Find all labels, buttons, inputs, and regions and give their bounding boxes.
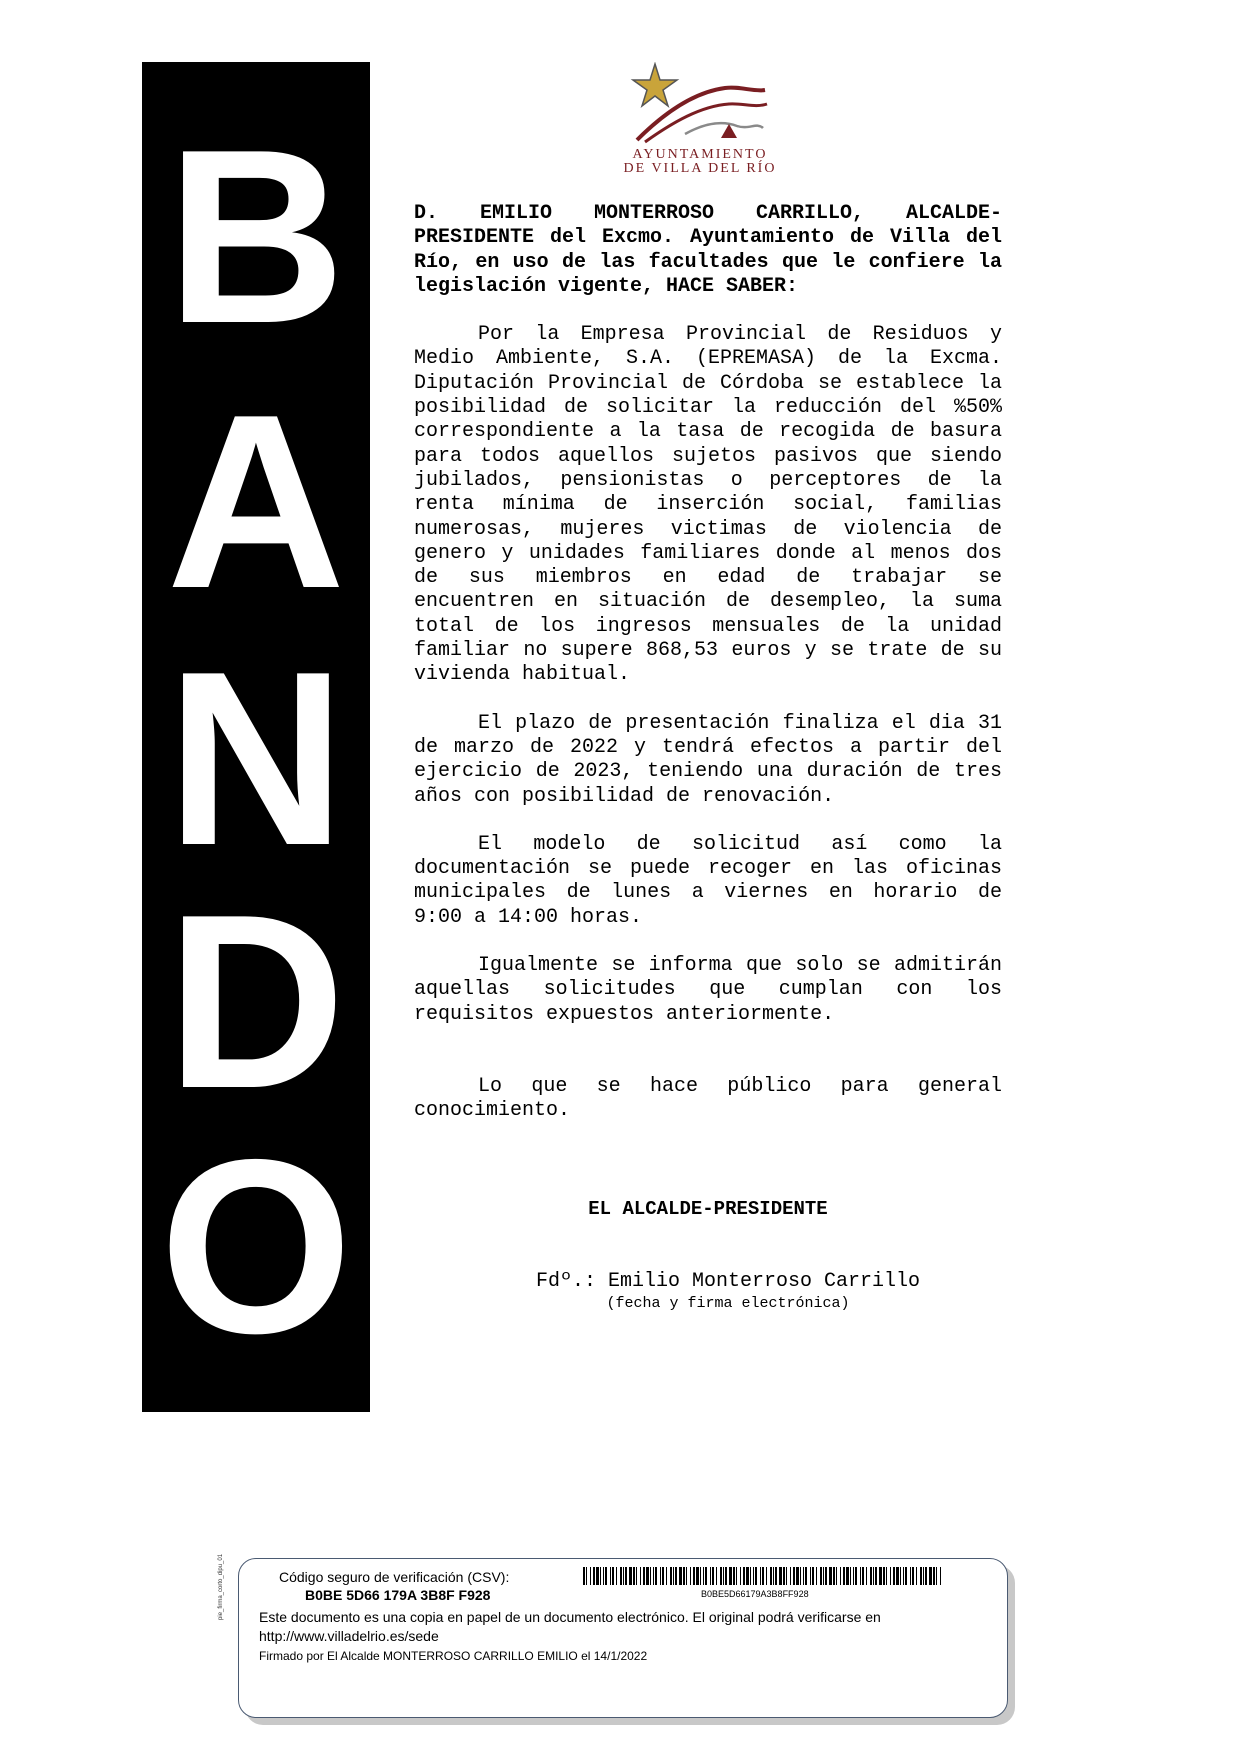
csv-label: Código seguro de verificación (CSV):	[279, 1569, 510, 1585]
band-letter-d: D	[166, 862, 346, 1140]
paragraph-epremasa: Por la Empresa Provincial de Residuos y Medio Ambiente, S.A. (EPREMASA) de la Excma. Diputación Provincial de Córdoba se establece la posibilidad de solicitar la reducción del %50% correspondiente a la tasa de recogida de basura para todos aquellos sujetos pasivos que siendo jubilados, pensionistas o perceptores de la renta mínima de inserción social, familias numerosas, mujeres victimas de violencia de genero y unidades familiares donde al menos dos de sus miembros en edad de trabajar se encuentren en situación de desempleo, la suma total de los ingresos mensuales de la unidad familiar no supere 868,53 euros y se trate de su vivienda habitual.	[414, 323, 1002, 687]
paragraph-plazo: El plazo de presentación finaliza el dia 31 de marzo de 2022 y tendrá efectos a partir del ejercicio de 2023, teniendo una duración de tres años con posibilidad de renovación.	[414, 711, 1002, 808]
csv-verification-box	[238, 1558, 1008, 1718]
band-letter-o: O	[159, 1107, 353, 1385]
logo-emblem-icon	[625, 62, 775, 146]
bando-heading: D. EMILIO MONTERROSO CARRILLO, ALCALDE-PRESIDENTE del Excmo. Ayuntamiento de Villa del Río, en uso de las facultades que le confiere la legislación vigente, HACE SABER:	[414, 202, 1002, 298]
csv-verification-url[interactable]: http://www.villadelrio.es/sede	[259, 1628, 439, 1644]
signature-note: (fecha y firma electrónica)	[606, 1295, 850, 1312]
band-letter-b: B	[166, 97, 346, 375]
band-letter-a: A	[166, 362, 346, 640]
side-document-id: pie_firma_corto_dipu_01	[218, 1553, 224, 1620]
signature-title: EL ALCALDE-PRESIDENTE	[588, 1198, 828, 1220]
paragraph-modelo: El modelo de solicitud así como la documentación se puede recoger en las oficinas municipales de lunes a viernes en horario de 9:00 a 14:00 horas.	[414, 832, 1002, 929]
bando-content	[414, 202, 1002, 1124]
bando-band	[142, 62, 370, 1412]
csv-copy-notice: Este documento es una copia en papel de un documento electrónico. El original podrá verificarse en	[259, 1609, 881, 1625]
band-letter-n: N	[166, 619, 346, 897]
barcode-icon	[583, 1567, 943, 1585]
ayuntamiento-logo	[600, 62, 800, 190]
paragraph-publico: Lo que se hace público para general conocimiento.	[414, 1074, 1002, 1123]
logo-text-line1: AYUNTAMIENTO	[632, 147, 768, 162]
csv-code: B0BE 5D66 179A 3B8F F928	[305, 1587, 491, 1603]
csv-signed-by: Firmado por El Alcalde MONTERROSO CARRILLO EMILIO el 14/1/2022	[259, 1649, 648, 1663]
barcode-text: B0BE5D66179A3B8FF928	[701, 1589, 809, 1599]
signature-name: Fdº.: Emilio Monterroso Carrillo	[535, 1270, 921, 1293]
paragraph-requisitos: Igualmente se informa que solo se admitirán aquellas solicitudes que cumplan con los requisitos expuestos anteriormente.	[414, 954, 1002, 1026]
logo-text-line2: DE VILLA DEL RÍO	[623, 161, 777, 176]
